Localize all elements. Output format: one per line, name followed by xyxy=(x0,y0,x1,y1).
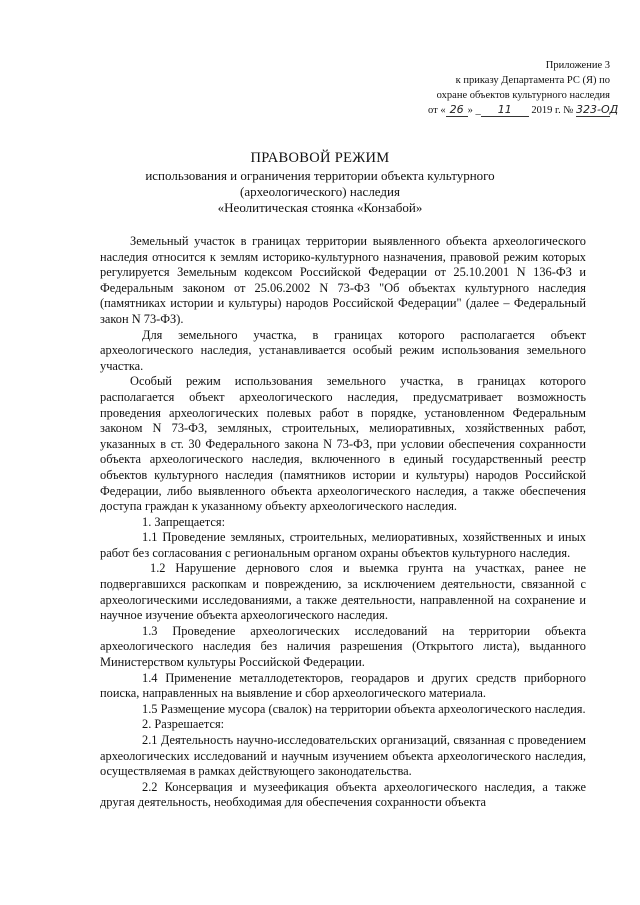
title-main: ПРАВОВОЙ РЕЖИМ xyxy=(250,150,390,166)
item-2-1: 2.1 Деятельность научно-исследовательских организаций, связанная с проведением археологических исследований и научным изучением объекта археологического наследия, осуществляемая в рамках действующего законодательства. xyxy=(100,733,586,779)
handwritten-month: 11 xyxy=(481,104,529,117)
paragraph-special-regime: Для земельного участка, в границах которого располагается объект археологического наследия, устанавливается особый режим использования земельного участка. xyxy=(100,327,586,373)
title-line-3: (археологического) наследия xyxy=(240,184,400,199)
handwritten-order-number: 323-ОД xyxy=(576,103,619,116)
date-year: 2019 г. № xyxy=(531,105,574,116)
date-prefix: от « xyxy=(428,105,446,116)
item-1-2: 1.2 Нарушение дернового слоя и выемка грунта на участках, ранее не подвергавшихся раскопкам и повреждению, за исключением деятельности, связанной с археологическими исследованиями, а также деятельности, направленной на сохранение и научное изучение объекта археологического наследия. xyxy=(100,561,586,623)
appendix-department: охране объектов культурного наследия xyxy=(436,90,610,101)
item-1-3: 1.3 Проведение археологических исследований на территории объекта археологического наследия без наличия разрешения (Открытого листа), выданного Министерством культуры Российской Федерации. xyxy=(100,623,586,670)
appendix-date-line xyxy=(395,103,619,118)
item-1-5: 1.5 Размещение мусора (свалок) на территории объекта археологического наследия. xyxy=(142,701,586,716)
title-line-2: использования и ограничения территории объекта культурного xyxy=(145,168,495,183)
section-prohibited: 1. Запрещается: xyxy=(142,514,226,529)
appendix-header xyxy=(395,58,619,118)
section-allowed: 2. Разрешается: xyxy=(142,717,225,732)
document-title xyxy=(120,150,520,216)
document-body xyxy=(100,234,586,811)
paragraph-land-status: Земельный участок в границах территории выявленного объекта археологического наследия относится к землям историко-культурного назначения, правовой режим которых регулируется Земельным кодексом Российской Федерации от 25.10.2001 N 136-ФЗ и Федеральным законом от 25.06.2002 N 73-ФЗ "Об объектах культурного наследия (памятниках истории и культуры) народов Российской Федерации" (далее – Федеральный закон N 73-ФЗ). xyxy=(100,234,586,326)
item-1-1: 1.1 Проведение земляных, строительных, мелиоративных, хозяйственных и иных работ без согласования с региональным органом охраны объектов культурного наследия. xyxy=(100,530,586,560)
title-line-4: «Неолитическая стоянка «Конзабой» xyxy=(217,200,423,215)
date-mid: » _ xyxy=(467,105,481,116)
item-1-4: 1.4 Применение металлодетекторов, георадаров и других средств приборного поиска, направленных на выявление и сбор археологического материала. xyxy=(100,670,586,701)
item-2-2: 2.2 Консервация и музеефикация объекта археологического наследия, а также другая деятельность, необходимая для обеспечения сохранности объекта xyxy=(100,779,586,810)
appendix-order-ref: к приказу Департамента РС (Я) по xyxy=(455,75,610,86)
paragraph-regime-details: Особый режим использования земельного участка, в границах которого располагается объект археологического наследия, предусматривает возможность проведения археологических полевых работ в порядке, установленном Федеральным законом N 73-ФЗ, земляных, строительных, мелиоративных, хозяйственных работ, указанных в ст. 30 Федерального закона N 73-ФЗ, при условии обеспечения сохранности объекта археологического наследия, включенного в единый государственный реестр объектов культурного наследия (памятников истории и культуры) народов Российской Федерации, либо выявленного объекта археологического наследия, а также обеспечения доступа граждан к указанному объекту археологического наследия. xyxy=(100,374,586,514)
appendix-label: Приложение 3 xyxy=(545,60,610,71)
handwritten-day: 26 xyxy=(446,104,468,117)
